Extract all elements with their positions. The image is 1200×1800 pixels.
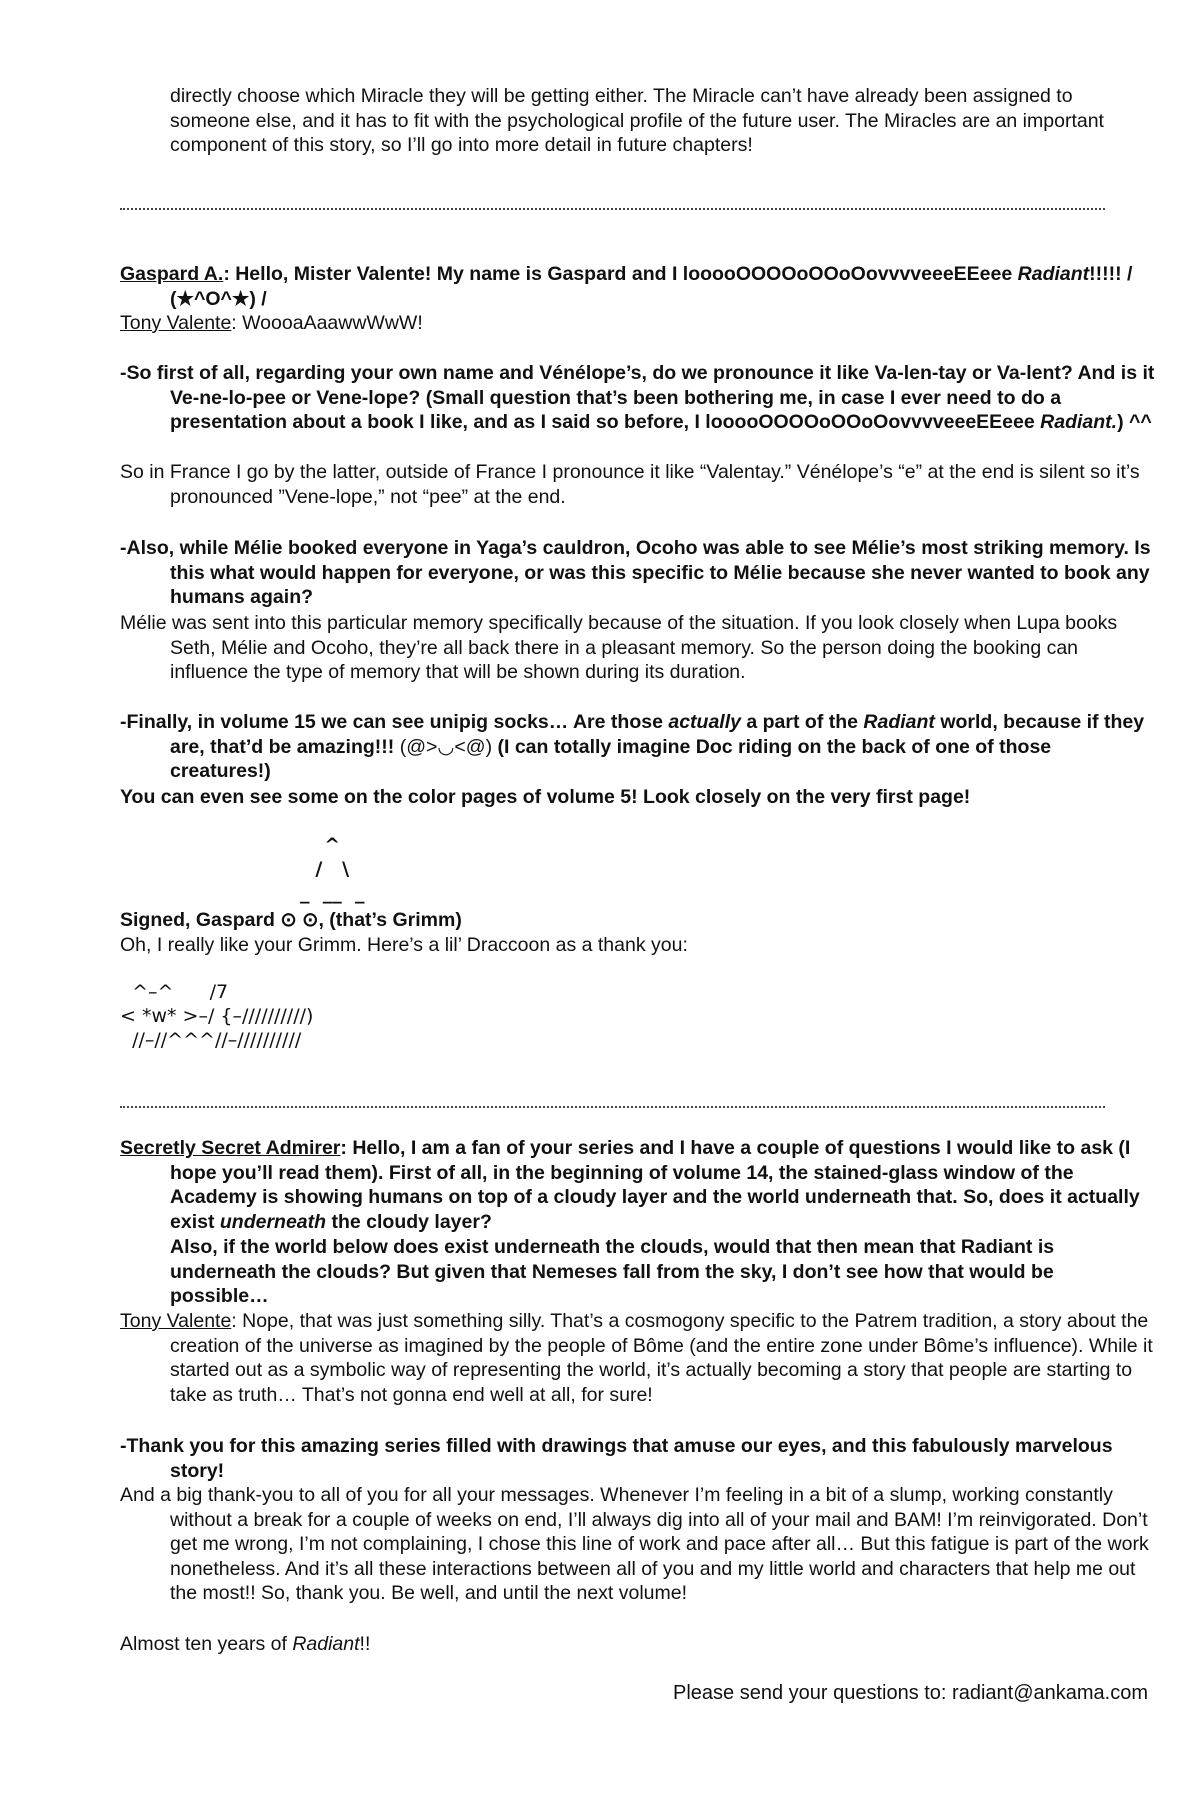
question-memory: -Also, while Mélie booked everyone in Yaga’s cauldron, Ocoho was able to see Mélie’s most striking memory. Is this what would happen for everyone, or was this specific to Mélie because she never wanted to book any humans again? [120,537,1151,608]
tony-name: Tony Valente [120,1310,232,1332]
grimm-reply: Oh, I really like your Grimm. Here’s a lil’ Draccoon as a thank you: [120,934,688,956]
answer-pronunciation: So in France I go by the latter, outside of France I pronounce it like “Valentay.” Vénélope’s “e” at the end is silent so it’s pronounced ”Vene-lope,” not “pee” at the end. [120,461,1140,508]
answer-unipig-socks: You can even see some on the color pages of volume 5! Look closely on the very first page! [120,786,971,808]
admirer-name: Secretly Secret Admirer [120,1137,341,1159]
tony-name: Tony Valente [120,312,232,334]
tony-reply: Tony Valente: WoooaAaawwWwW! [120,312,423,334]
answer-memory: Mélie was sent into this particular memory specifically because of the situation. If you look closely when Lupa books Seth, Mélie and Ocoho, they’re all back there in a pleasant memory. So the person doing the booking can influence the type of memory that will be shown during its duration. [120,612,1118,683]
closing-line: Almost ten years of Radiant!! [120,1633,371,1655]
contact-footer: Please send your questions to: radiant@ankama.com [672,1682,1148,1704]
admirer-thanks: -Thank you for this amazing series filled with drawings that amuse our eyes, and this fabulously marvelous story! [120,1435,1113,1482]
gaspard-greeting: Gaspard A.: Hello, Mister Valente! My name is Gaspard and I looooOOOOoOOoOovvvveeeEEeee Radiant!!!!! / (★^O^★) / [120,263,1133,310]
grimm-ascii-art: ^ / \ _ __ _ [300,834,365,904]
admirer-question-continued: Also, if the world below does exist underneath the clouds, would that then mean that Radiant is underneath the clouds? But given that Nemeses fall from the sky, I don’t see how that would be possible… [170,1236,1055,1307]
tony-answer-cosmogony: Tony Valente: Nope, that was just something silly. That’s a cosmogony specific to the Patrem tradition, a story about the creation of the universe as imagined by the people of Bôme (and the entire zone under Bôme’s influence). While it started out as a symbolic way of representing the world, it’s actually becoming a story that people are starting to take as truth… That’s not gonna end well at all, for sure! [120,1310,1153,1406]
section-divider [120,1106,1105,1108]
draccoon-ascii-art: ^–^ /7 < *w* >–/ {–//////////) //–//^^^//–////////// [120,981,314,1051]
gaspard-name: Gaspard A. [120,263,224,285]
question-pronunciation: -So first of all, regarding your own name and Vénélope’s, do we pronounce it like Va-len-tay or Va-lent? And is it Ve-ne-lo-pee or Vene-lope? (Small question that’s been bothering me, in case I ever need to do a presentation about a book I like, and as I said so before, I looooOOOOoOOoOovvvveeeEEeee Radiant.) ^^ [120,362,1155,433]
intro-paragraph: directly choose which Miracle they will be getting either. The Miracle can’t have already been assigned to someone else, and it has to fit with the psychological profile of the future user. The Miracles are an important component of this story, so I’ll go into more detail in future chapters! [170,85,1104,156]
section-divider [120,208,1105,210]
question-unipig-socks: -Finally, in volume 15 we can see unipig socks… Are those actually a part of the Radiant world, because if they are, that’d be amazing!!! (@>◡<@) (I can totally imagine Doc riding on the back of one of those creatures!) [120,711,1145,782]
gaspard-signature: Signed, Gaspard ⊙ ⊙, (that’s Grimm) [120,909,462,931]
admirer-question: Secretly Secret Admirer: Hello, I am a fan of your series and I have a couple of questions I would like to ask (I hope you’ll read them). First of all, in the beginning of volume 14, the stained-glass window of the Academy is showing humans on top of a cloudy layer and the world underneath that. So, does it actually exist underneath the cloudy layer? [120,1137,1140,1233]
emoticon: (@>◡<@) [399,735,493,758]
tony-thank-you: And a big thank-you to all of you for all your messages. Whenever I’m feeling in a bit of a slump, working constantly without a break for a couple of weeks on end, I’ll always dig into all of your mail and BAM! I’m reinvigorated. Don’t get me wrong, I’m not complaining, I chose this line of work and pace after all… But this fatigue is part of the work nonetheless. And it’s all these interactions between all of you and my little world and characters that help me out the most!! So, thank you. Be well, and until the next volume! [120,1484,1149,1604]
